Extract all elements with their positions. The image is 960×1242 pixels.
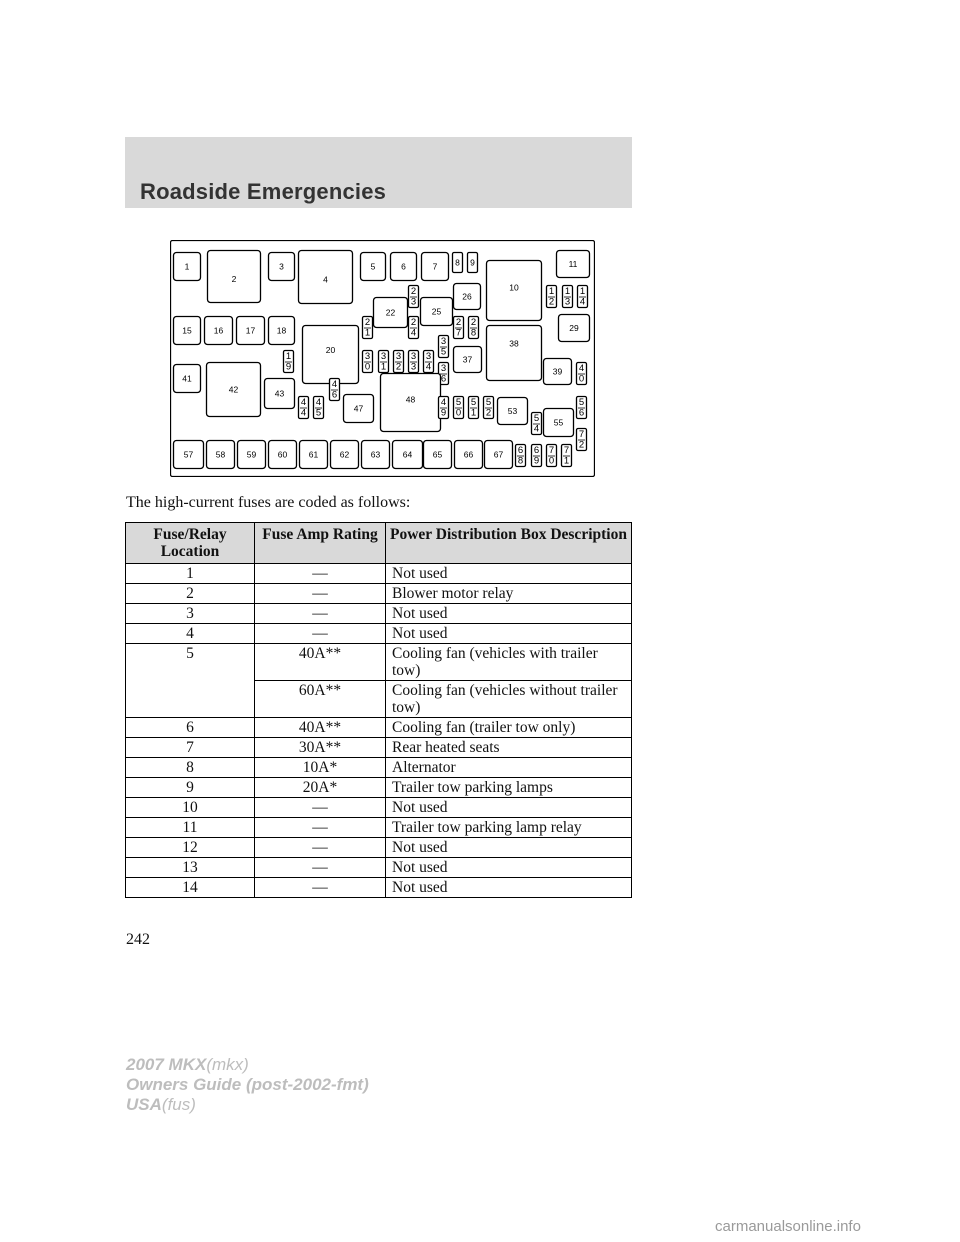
- fuse-label-62: 62: [339, 449, 350, 460]
- cell-description: Not used: [386, 564, 632, 584]
- fuse-label-57: 57: [183, 449, 194, 460]
- fuse-box-diagram: [170, 240, 595, 477]
- fuse-label-63: 63: [370, 449, 381, 460]
- fuse-label-6: 6: [401, 261, 406, 272]
- footer-model-code: (mkx): [206, 1055, 249, 1074]
- cell-amp: —: [255, 604, 386, 624]
- fuse-label-51-digit-2: 1: [470, 407, 477, 419]
- fuse-label-38: 38: [509, 338, 519, 349]
- col-header-amp: Fuse Amp Rating: [255, 523, 386, 564]
- fuse-label-15: 15: [182, 325, 192, 336]
- fuse-label-1: 1: [184, 261, 190, 272]
- footer-line-1: [126, 1055, 369, 1075]
- cell-location: 10: [126, 798, 255, 818]
- fuse-label-12-digit-2: 2: [548, 296, 555, 308]
- fuse-label-17: 17: [245, 325, 256, 336]
- fuse-slot-38: [487, 326, 542, 381]
- fuse-label-26: 26: [462, 291, 472, 302]
- table-body: [126, 564, 632, 898]
- fuse-label-22: 22: [385, 307, 396, 318]
- fuse-label-42: 42: [228, 384, 239, 395]
- fuse-label-18: 18: [276, 325, 287, 336]
- fuse-label-19-digit-1: 1: [285, 351, 292, 363]
- page-number: 242: [126, 931, 150, 948]
- table-row: [126, 838, 632, 858]
- cell-location: 1: [126, 564, 255, 584]
- fuse-label-54-digit-1: 5: [533, 413, 540, 425]
- fuse-label-46-digit-2: 6: [331, 389, 338, 401]
- cell-description: Alternator: [386, 758, 632, 778]
- footer-model: 2007 MKX: [126, 1055, 207, 1074]
- fuse-label-31-digit-2: 1: [380, 361, 387, 373]
- watermark: carmanualsonline.info: [715, 1218, 861, 1235]
- cell-description: Trailer tow parking lamp relay: [386, 818, 632, 838]
- cell-location: 7: [126, 738, 255, 758]
- fuse-label-56-digit-2: 6: [578, 407, 585, 419]
- fuse-label-35-digit-2: 5: [440, 346, 447, 358]
- cell-amp: 30A**: [255, 738, 386, 758]
- table-row: [126, 624, 632, 644]
- fuse-label-70-digit-2: 0: [548, 455, 555, 467]
- cell-location: 13: [126, 858, 255, 878]
- fuse-label-50-digit-1: 5: [455, 397, 462, 409]
- table-row: [126, 718, 632, 738]
- fuse-label-28-digit-1: 2: [470, 317, 477, 329]
- fuse-table: [125, 522, 632, 898]
- fuse-label-49-digit-2: 9: [440, 407, 447, 419]
- table-row: [126, 584, 632, 604]
- fuse-label-14-digit-2: 4: [579, 296, 586, 308]
- table-row: [126, 604, 632, 624]
- fuse-label-66: 66: [463, 449, 474, 460]
- cell-location: 11: [126, 818, 255, 838]
- cell-description: Trailer tow parking lamps: [386, 778, 632, 798]
- fuse-label-12-digit-1: 1: [548, 286, 555, 298]
- cell-amp: 60A**: [255, 681, 386, 718]
- fuse-label-25: 25: [431, 306, 442, 317]
- table-row: [126, 858, 632, 878]
- fuse-label-69-digit-1: 6: [533, 445, 540, 457]
- fuse-label-30-digit-1: 3: [364, 351, 371, 363]
- cell-amp: 10A*: [255, 758, 386, 778]
- fuse-label-32-digit-2: 2: [395, 361, 402, 373]
- fuse-label-28-digit-2: 8: [470, 327, 477, 339]
- cell-amp: 20A*: [255, 778, 386, 798]
- section-header: [125, 137, 632, 208]
- fuse-label-24-digit-1: 2: [410, 317, 417, 329]
- cell-description: Not used: [386, 624, 632, 644]
- fuse-label-70-digit-1: 7: [548, 445, 555, 457]
- fuse-label-72-digit-1: 7: [578, 429, 585, 441]
- fuse-label-31-digit-1: 3: [380, 351, 387, 363]
- fuse-label-4: 4: [323, 274, 328, 285]
- fuse-label-19-digit-2: 9: [285, 361, 292, 373]
- cell-location: 14: [126, 878, 255, 898]
- cell-description: Blower motor relay: [386, 584, 632, 604]
- fuse-label-36-digit-1: 3: [440, 363, 447, 375]
- table-row: [126, 778, 632, 798]
- section-title: Roadside Emergencies: [140, 179, 387, 204]
- fuse-label-27-digit-2: 7: [455, 327, 462, 339]
- fuse-label-46-digit-1: 4: [331, 379, 338, 391]
- table-row: [126, 798, 632, 818]
- fuse-label-40-digit-2: 0: [578, 373, 585, 385]
- fuse-label-43: 43: [274, 388, 285, 399]
- fuse-label-30-digit-2: 0: [364, 361, 371, 373]
- fuse-label-44-digit-2: 4: [300, 407, 307, 419]
- fuse-label-9: 9: [470, 257, 475, 268]
- fuse-label-21-digit-2: 1: [364, 327, 371, 339]
- fuse-label-69-digit-2: 9: [533, 455, 540, 467]
- cell-description: Not used: [386, 858, 632, 878]
- fuse-label-55: 55: [553, 417, 564, 428]
- fuse-label-16: 16: [213, 325, 224, 336]
- fuse-label-44-digit-1: 4: [300, 397, 307, 409]
- fuse-label-37: 37: [462, 354, 473, 365]
- fuse-label-2: 2: [231, 274, 237, 285]
- fuse-label-68-digit-1: 6: [517, 445, 524, 457]
- cell-amp: —: [255, 564, 386, 584]
- fuse-label-67: 67: [493, 449, 504, 460]
- fuse-label-50-digit-2: 0: [455, 407, 462, 419]
- cell-amp: 40A**: [255, 718, 386, 738]
- fuse-label-10: 10: [509, 282, 519, 293]
- col-header-description: Power Distribution Box Description: [386, 523, 632, 564]
- cell-location: 2: [126, 584, 255, 604]
- cell-description: Cooling fan (vehicles without trailer tow): [386, 681, 632, 718]
- fuse-label-29: 29: [569, 323, 579, 333]
- fuse-label-45-digit-1: 4: [315, 397, 322, 409]
- fuse-label-68-digit-2: 8: [517, 455, 524, 467]
- cell-description: Not used: [386, 838, 632, 858]
- cell-amp: —: [255, 798, 386, 818]
- fuse-label-36-digit-2: 6: [440, 373, 447, 385]
- footer: [126, 1055, 369, 1115]
- cell-location: 6: [126, 718, 255, 738]
- footer-guide: Owners Guide (post-2002-fmt): [126, 1075, 369, 1094]
- fuse-label-45-digit-2: 5: [315, 407, 322, 419]
- cell-description: Cooling fan (trailer tow only): [386, 718, 632, 738]
- fuse-label-23-digit-1: 2: [410, 286, 417, 298]
- fuse-label-32-digit-1: 3: [395, 351, 402, 363]
- cell-location: 5: [126, 644, 255, 681]
- fuse-label-64: 64: [402, 449, 413, 460]
- table-row: [126, 878, 632, 898]
- fuse-label-71-digit-1: 7: [563, 445, 570, 457]
- cell-location: 8: [126, 758, 255, 778]
- table-row: [126, 758, 632, 778]
- fuse-label-59: 59: [246, 449, 257, 460]
- cell-amp: —: [255, 858, 386, 878]
- footer-market: USA: [126, 1095, 162, 1114]
- intro-text: The high-current fuses are coded as follows:: [126, 494, 411, 511]
- fuse-label-61: 61: [308, 449, 319, 460]
- cell-amp: —: [255, 838, 386, 858]
- fuse-label-7: 7: [432, 261, 438, 272]
- fuse-label-58: 58: [215, 449, 226, 460]
- fuse-label-24-digit-2: 4: [410, 327, 417, 339]
- fuse-label-39: 39: [552, 366, 563, 377]
- table-header-row: [126, 523, 632, 564]
- fuse-label-23-digit-2: 3: [410, 296, 417, 308]
- table-row: [126, 644, 632, 681]
- cell-location: 9: [126, 778, 255, 798]
- fuse-label-14-digit-1: 1: [579, 286, 586, 298]
- cell-amp: 40A**: [255, 644, 386, 681]
- fuse-label-48: 48: [405, 394, 416, 405]
- fuse-label-20: 20: [325, 344, 336, 355]
- col-header-location: Fuse/Relay Location: [126, 523, 255, 564]
- table-row: [126, 818, 632, 838]
- footer-market-code: (fus): [161, 1095, 196, 1114]
- fuse-label-54-digit-2: 4: [533, 423, 540, 435]
- cell-amp: —: [255, 584, 386, 604]
- cell-description: Not used: [386, 798, 632, 818]
- cell-description: Cooling fan (vehicles with trailer tow): [386, 644, 632, 681]
- cell-location: [126, 681, 255, 718]
- fuse-label-49-digit-1: 4: [440, 397, 447, 409]
- fuse-label-21-digit-1: 2: [364, 317, 371, 329]
- fuse-label-51-digit-1: 5: [470, 397, 477, 409]
- fuse-label-72-digit-2: 2: [578, 439, 585, 451]
- fuse-label-3: 3: [279, 261, 284, 272]
- cell-description: Not used: [386, 604, 632, 624]
- fuse-label-13-digit-1: 1: [564, 286, 571, 298]
- cell-amp: —: [255, 818, 386, 838]
- cell-amp: —: [255, 624, 386, 644]
- fuse-box-svg: [170, 240, 595, 477]
- fuse-label-47: 47: [353, 403, 364, 414]
- cell-location: 12: [126, 838, 255, 858]
- cell-description: Not used: [386, 878, 632, 898]
- fuse-label-34-digit-2: 4: [425, 361, 432, 373]
- fuse-label-35-digit-1: 3: [440, 336, 447, 348]
- fuse-label-27-digit-1: 2: [455, 317, 462, 329]
- fuse-label-41: 41: [182, 373, 192, 384]
- fuse-label-65: 65: [432, 449, 443, 460]
- fuse-label-8: 8: [455, 257, 460, 268]
- fuse-label-40-digit-1: 4: [578, 363, 585, 375]
- fuse-label-34-digit-1: 3: [425, 351, 432, 363]
- table-row: [126, 564, 632, 584]
- fuse-label-52-digit-2: 2: [485, 407, 492, 419]
- fuse-label-5: 5: [370, 261, 376, 272]
- fuse-label-33-digit-2: 3: [410, 361, 417, 373]
- table-row: [126, 681, 632, 718]
- cell-location: 3: [126, 604, 255, 624]
- cell-amp: —: [255, 878, 386, 898]
- cell-location: 4: [126, 624, 255, 644]
- fuse-label-60: 60: [277, 449, 288, 460]
- table-row: [126, 738, 632, 758]
- fuse-label-53: 53: [507, 406, 518, 416]
- fuse-label-52-digit-1: 5: [485, 397, 492, 409]
- fuse-label-13-digit-2: 3: [564, 296, 571, 308]
- fuse-label-33-digit-1: 3: [410, 351, 417, 363]
- footer-line-3: [126, 1095, 369, 1115]
- fuse-label-56-digit-1: 5: [578, 397, 585, 409]
- footer-line-2: [126, 1075, 369, 1095]
- cell-description: Rear heated seats: [386, 738, 632, 758]
- fuse-label-71-digit-2: 1: [563, 455, 570, 467]
- fuse-label-11: 11: [568, 259, 578, 269]
